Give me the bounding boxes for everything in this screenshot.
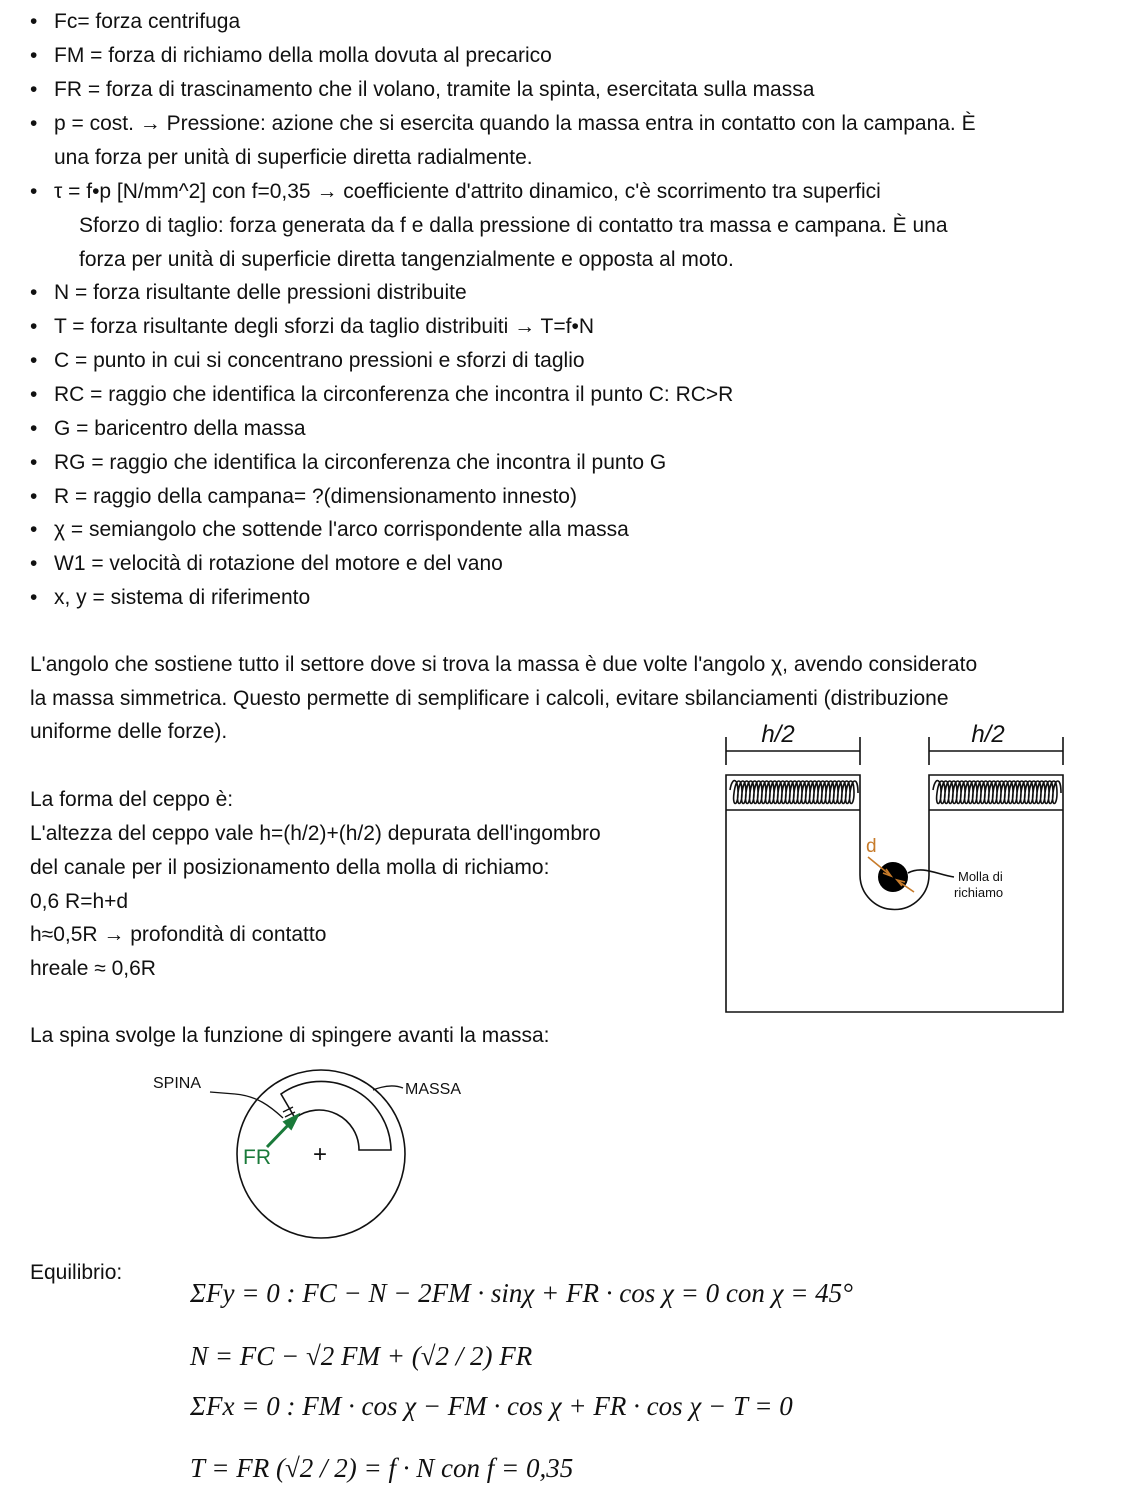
list-item-continuation: forza per unità di superficie diretta tangenzialmente e opposta al moto.: [79, 248, 734, 271]
equation-sum-fy: ΣFy = 0 : FC − N − 2FM · sinχ + FR · cos χ = 0 con χ = 45°: [190, 1278, 853, 1308]
paragraph-line: uniforme delle forze).: [30, 720, 228, 743]
massa-label: MASSA: [405, 1081, 462, 1098]
paragraph-line: la massa simmetrica. Questo permette di semplificare i calcoli, evitare sbilanciamenti (distribuzione: [30, 687, 949, 710]
dim-label-right: h/2: [971, 721, 1005, 748]
spring-label: Molla di: [958, 869, 1003, 884]
paragraph-line: hreale ≈ 0,6R: [30, 957, 156, 980]
equation-n: N = FC − √2 FM + (√2 / 2) FR: [190, 1341, 533, 1371]
spina-label: SPINA: [153, 1075, 202, 1092]
paragraph-line: L'altezza del ceppo vale h=(h/2)+(h/2) depurata dell'ingombro: [30, 822, 601, 845]
shoe-diagram: [718, 715, 1068, 1017]
list-item-continuation: una forza per unità di superficie diretta radialmente.: [54, 146, 533, 169]
equation-sum-fx: ΣFx = 0 : FM · cos χ − FM · cos χ + FR · cos χ − T = 0: [190, 1391, 793, 1421]
pin-mass-diagram: [145, 1062, 485, 1242]
paragraph-line: del canale per il posizionamento della molla di richiamo:: [30, 856, 550, 879]
fr-label: FR: [243, 1146, 271, 1169]
paragraph-line: La forma del ceppo è:: [30, 788, 234, 811]
d-label: d: [866, 836, 877, 857]
equation-t: T = FR (√2 / 2) = f · N con f = 0,35: [190, 1453, 574, 1483]
center-mark: +: [313, 1141, 328, 1168]
list-item-continuation: Sforzo di taglio: forza generata da f e dalla pressione di contatto tra massa e campana. È una: [79, 214, 948, 237]
equilibrio-label: Equilibrio:: [30, 1261, 123, 1284]
spring-label: richiamo: [954, 885, 1004, 900]
paragraph-line: La spina svolge la funzione di spingere avanti la massa:: [30, 1024, 550, 1047]
paragraph-line: L'angolo che sostiene tutto il settore dove si trova la massa è due volte l'angolo χ, avendo considerato: [30, 653, 978, 676]
spring-section: [878, 862, 908, 892]
paragraph-line: 0,6 R=h+d: [30, 890, 129, 913]
paragraph-line: h≈0,5R → profondità di contatto: [30, 923, 327, 946]
dim-label-left: h/2: [761, 721, 795, 748]
